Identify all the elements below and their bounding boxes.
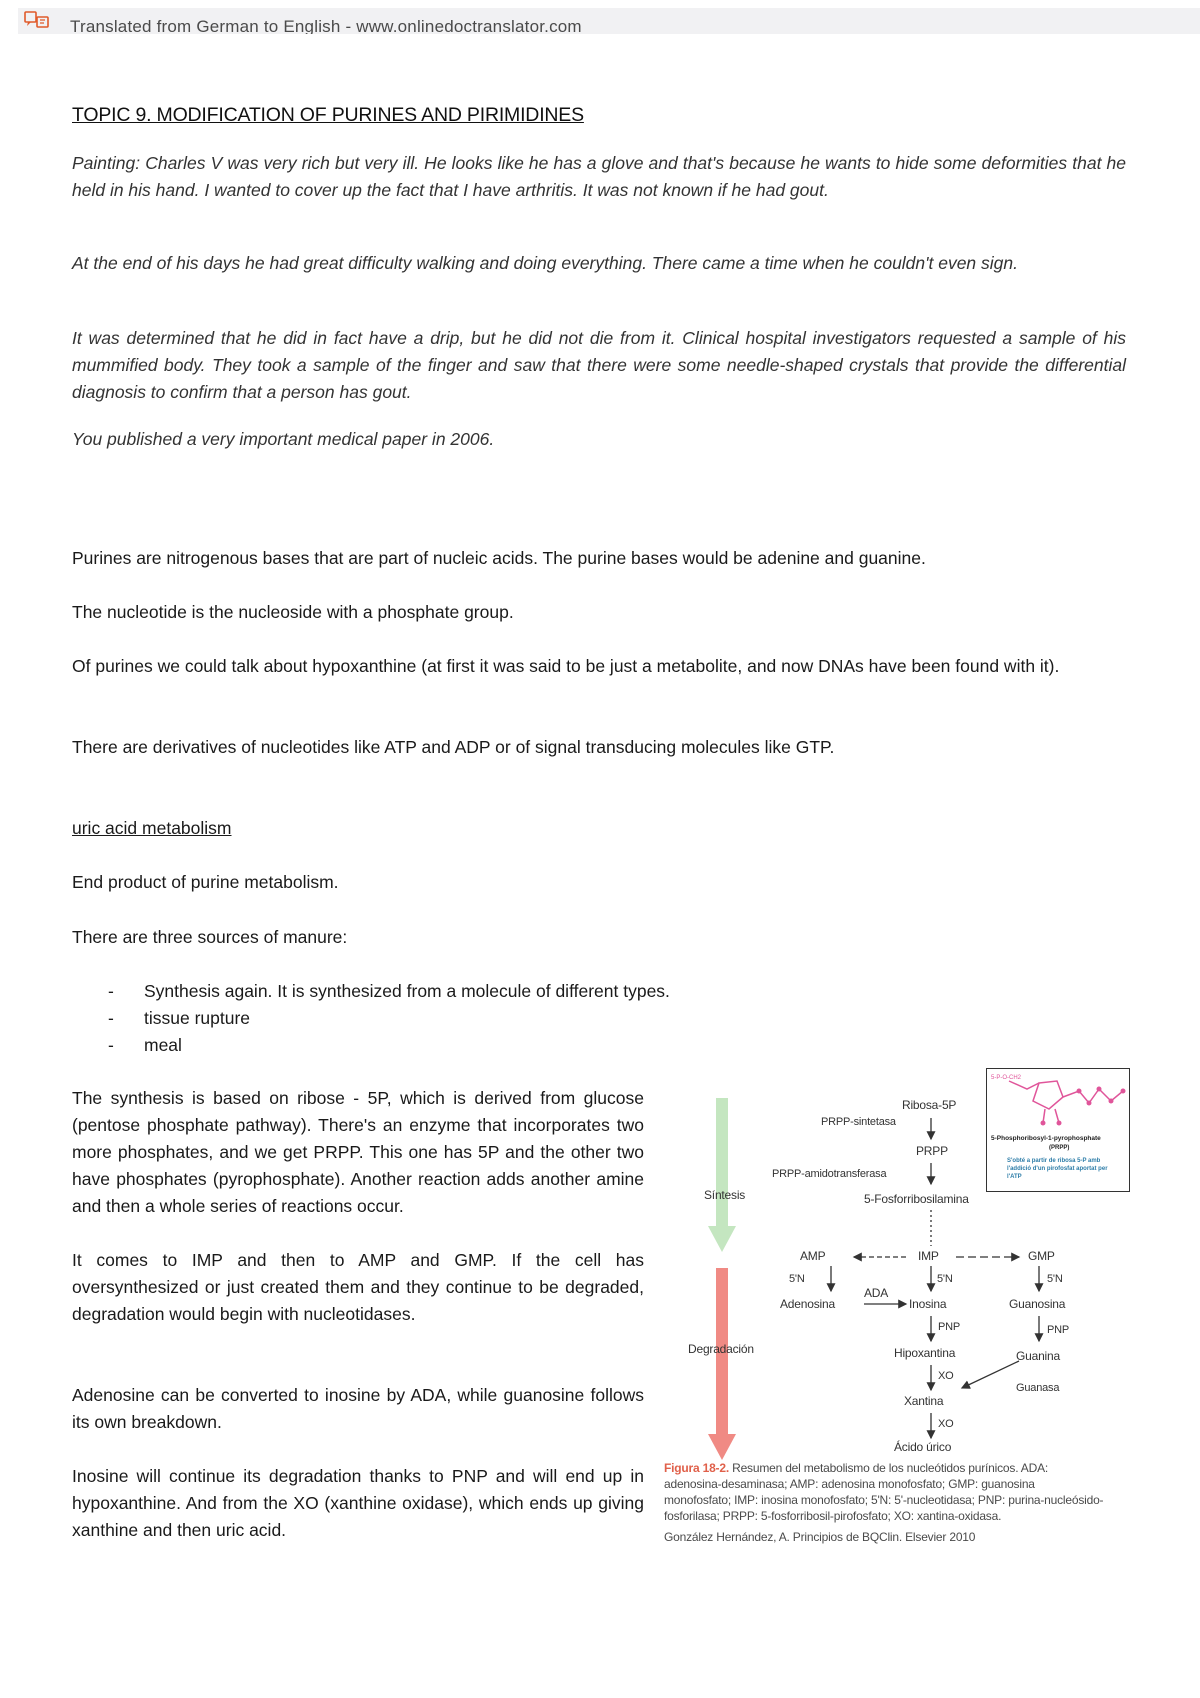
label-hypoxanthine: Hipoxantina — [894, 1346, 956, 1360]
figure-caption — [664, 1460, 1104, 1524]
paragraph: Purines are nitrogenous bases that are part of nucleic acids. The purine bases would be adenine and guanine. — [72, 548, 926, 568]
figure-source: González Hernández, A. Principios de BQClin. Elsevier 2010 — [664, 1530, 976, 1544]
label-prpp-synthetase: PRPP-sintetasa — [821, 1116, 896, 1128]
paragraph: Of purines we could talk about hypoxanthine (at first it was said to be just a metabolite, and now DNAs have been found with it). — [72, 656, 1060, 676]
paragraph: The nucleotide is the nucleoside with a phosphate group. — [72, 602, 514, 622]
bullet-marker: - — [108, 981, 114, 1001]
translate-logo-icon — [24, 11, 50, 31]
label-pnp-inosine: PNP — [938, 1321, 961, 1333]
label-imp: IMP — [918, 1249, 939, 1263]
label-synthesis: Síntesis — [704, 1188, 746, 1202]
label-guanine: Guanina — [1016, 1349, 1060, 1363]
column-paragraph: The synthesis is based on ribose - 5P, which is derived from glucose (pentose phosphate pathway). There's an enzyme that incorporates two more phosphates, and we get PRPP. This one has 5P and the other two have phosphates (pyrophosphate). Another reaction adds another amine and then a whole series of reactions occur. — [72, 1088, 644, 1216]
prpp-structure-inset — [986, 1068, 1130, 1192]
italic-paragraph: You published a very important medical paper in 2006. — [72, 429, 495, 449]
label-phosphoribosylamine: 5-Fosforribosilamina — [864, 1192, 969, 1206]
italic-paragraph: It was determined that he did in fact have a drip, but he did not die from it. Clinical hospital investigators requested a sample of his mummified body. They took a sample of the finger and saw that there were some needle-shaped crystals that provide the differential diagnosis to confirm that a person has gout. — [72, 328, 1126, 402]
translation-banner — [18, 8, 1200, 34]
label-ribose-5p: Ribosa-5P — [902, 1098, 957, 1112]
paragraph: End product of purine metabolism. — [72, 872, 339, 892]
list-item — [72, 1005, 670, 1032]
inset-abbr: (PRPP) — [1049, 1145, 1070, 1151]
label-5n-amp: 5'N — [789, 1273, 805, 1285]
degradation-arrow — [708, 1268, 736, 1460]
inset-title: 5-Phosphoribosyl-1-pyrophosphate — [991, 1135, 1101, 1142]
column-paragraph: Adenosine can be converted to inosine by ADA, while guanosine follows its own breakdown. — [72, 1385, 644, 1432]
label-prpp-amidotransferase: PRPP-amidotransferasa — [772, 1168, 887, 1180]
banner-text: Translated from German to English - www.onlinedoctranslator.com — [70, 17, 582, 34]
label-xo-1: XO — [938, 1370, 954, 1382]
column-paragraph: It comes to IMP and then to AMP and GMP. If the cell has oversynthesized or just created them and they continue to be degraded, degradation would begin with nucleotidases. — [72, 1250, 644, 1324]
label-5n-imp: 5'N — [937, 1273, 953, 1285]
column-paragraph: Inosine will continue its degradation thanks to PNP and will end up in hypoxanthine. And from the XO (xanthine oxidase), which ends up giving xanthine and then uric acid. — [72, 1466, 644, 1540]
label-adenosine: Adenosina — [780, 1297, 835, 1311]
synthesis-arrow — [708, 1098, 736, 1252]
italic-paragraph: At the end of his days he had great difficulty walking and doing everything. There came a time when he couldn't even sign. — [72, 253, 1018, 273]
label-uric-acid: Ácido úrico — [894, 1440, 952, 1454]
label-xanthine: Xantina — [904, 1394, 944, 1408]
label-gmp: GMP — [1028, 1249, 1055, 1263]
label-guanase: Guanasa — [1016, 1382, 1060, 1394]
list-item — [72, 1032, 670, 1059]
section-heading: uric acid metabolism — [72, 818, 232, 838]
bullet-marker: - — [108, 1008, 114, 1028]
label-ada: ADA — [864, 1286, 889, 1300]
label-guanosine: Guanosina — [1009, 1297, 1066, 1311]
italic-paragraph: Painting: Charles V was very rich but very ill. He looks like he has a glove and that's because he wants to hide some deformities that he held in his hand. I wanted to cover up the fact that I have arthritis. It was not known if he had gout. — [72, 153, 1126, 200]
paragraph: There are derivatives of nucleotides like ATP and ADP or of signal transducing molecules like GTP. — [72, 737, 835, 757]
purine-metabolism-figure — [664, 1068, 1134, 1553]
label-amp: AMP — [800, 1249, 826, 1263]
list-item-text: meal — [144, 1035, 182, 1055]
label-xo-2: XO — [938, 1418, 954, 1430]
label-5n-gmp: 5'N — [1047, 1273, 1063, 1285]
paragraph: There are three sources of manure: — [72, 927, 348, 947]
inset-top-label: 5-P-O-CH2 — [991, 1075, 1022, 1081]
label-inosine: Inosina — [909, 1297, 947, 1311]
page-title: TOPIC 9. MODIFICATION OF PURINES AND PIRIMIDINES — [72, 104, 584, 126]
figure-number: Figura 18-2. — [664, 1461, 729, 1475]
list-item — [72, 978, 670, 1005]
label-pnp-guanosine: PNP — [1047, 1324, 1070, 1336]
figure-caption-text: Resumen del metabolismo de los nucleótidos purínicos. ADA: adenosina-desaminasa; AMP: adenosina monofosfato; GMP: guanosina monofosfato; IMP: inosina monofosfato; 5'N: 5'-nucleotidasa; PNP: purina-nucleósido-fosforilasa; PRPP: 5-fosforribosil-pirofosfato; XO: xantina-oxidasa. — [664, 1461, 1104, 1523]
prpp-molecule-icon — [987, 1069, 1129, 1135]
label-degradation: Degradación — [688, 1342, 754, 1356]
list-item-text: tissue rupture — [144, 1008, 251, 1028]
inset-note: S'obté a partir de ribosa 5-P amb l'addició d'un pirofosfat aportat per l'ATP — [1007, 1158, 1108, 1180]
list-item-text: Synthesis again. It is synthesized from a molecule of different types. — [144, 981, 670, 1001]
label-prpp: PRPP — [916, 1144, 948, 1158]
bullet-marker: - — [108, 1035, 114, 1055]
bullet-list — [72, 978, 670, 1059]
